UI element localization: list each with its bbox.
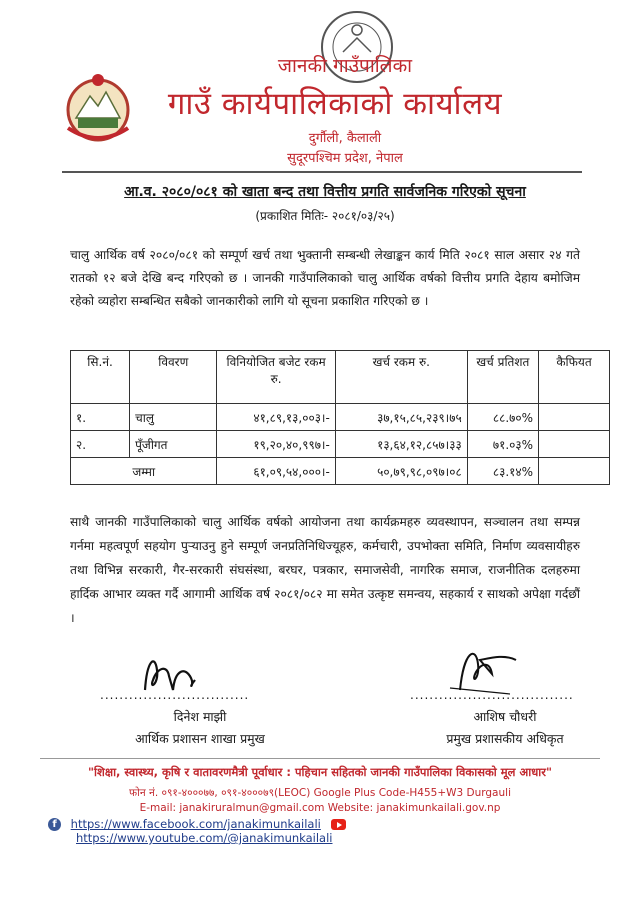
- header-expense: खर्च रकम रु.: [335, 351, 467, 404]
- header-description: विवरण: [130, 351, 217, 404]
- facebook-link[interactable]: https://www.facebook.com/janakimunkailali: [70, 817, 321, 831]
- signatory-role-right: प्रमुख प्रशासकीय अधिकृत: [446, 731, 564, 746]
- table-header-row: [71, 351, 610, 404]
- notice-paragraph-2: साथै जानकी गाउँपालिकाको चालु आर्थिक वर्षको आयोजना तथा कार्यक्रमहरु व्यवस्थापन, सञ्चालन तथा सम्पन्न गर्नमा महत्वपूर्ण सहयोग पुऱ्याउनु हुने सम्पूर्ण जनप्रतिनिधिज्यूहरु, कर्मचारी, उपभोक्ता समिति, निर्माण व्यवसायीहरु तथा विभिन्न सरकारी, गैर-सरकारी संघसंस्था, बरघर, पत्रकार, समाजसेवी, नागरिक समाज, राजनीतिक दलहरुमा हार्दिक आभार व्यक्त गर्दै आगामी आर्थिक वर्ष २०८१/०८२ मा समेत उत्कृष्ट समन्वय, सहकार्य र साथको अपेक्षा गर्दछौं ।: [70, 515, 580, 625]
- nepal-emblem-logo: [62, 68, 134, 146]
- header-budget: विनियोजित बजेट रकम रु.: [217, 351, 335, 404]
- cell-total-budget: ६१,०९,५४,०००।-: [217, 458, 335, 485]
- notice-title: आ.व. २०८०/०८१ को खाता बन्द तथा वित्तीय प्रगति सार्वजनिक गरिएको सूचना: [124, 184, 526, 200]
- cell-percent: ७१.०३%: [467, 431, 538, 458]
- financial-progress-table: [70, 350, 610, 485]
- footer-slogan: "शिक्षा, स्वास्थ्य, कृषि र वातावरणमैत्री पूर्वाधार : पहिचान सहितको जानकी गाउँपालिका विकासको मूल आधार": [88, 765, 552, 779]
- cell-expense: १३,६४,१२,८५७।३३: [335, 431, 467, 458]
- signature-line-left: ...............................: [100, 688, 250, 702]
- header-divider: [62, 171, 582, 173]
- header-sn: सि.नं.: [71, 351, 130, 404]
- cell-percent: ८८.७०%: [467, 404, 538, 431]
- cell-sn: १.: [71, 404, 130, 431]
- header-remarks: कैफियत: [539, 351, 610, 404]
- table-row: [71, 404, 610, 431]
- cell-total-expense: ५०,७९,९८,०९७।०८: [335, 458, 467, 485]
- footer-phone: फोन नं. ०९१-४०००७७, ०९१-४०००७९(LEOC) Google Plus Code-H455+W3 Durgauli: [129, 787, 511, 799]
- youtube-icon[interactable]: [331, 819, 346, 830]
- youtube-link[interactable]: https://www.youtube.com/@janakimunkailali: [76, 831, 333, 845]
- cell-description: चालु: [130, 404, 217, 431]
- facebook-icon[interactable]: f: [48, 818, 61, 831]
- signatory-name-right: आशिष चौधरी: [473, 709, 537, 724]
- footer-contact: [40, 802, 600, 814]
- office-name: जानकी गाउँपालिका: [277, 55, 413, 77]
- cell-remarks: [539, 431, 610, 458]
- website-label: Website:: [327, 802, 374, 814]
- office-title: गाउँ कार्यपालिकाको कार्यालय: [167, 86, 503, 122]
- address-line-2: सुदूरपश्चिम प्रदेश, नेपाल: [287, 151, 403, 166]
- published-date: (प्रकाशित मितिः- २०८१/०३/२५): [255, 209, 395, 223]
- email-link[interactable]: janakiruralmun@gmail.com: [179, 802, 325, 814]
- footer-divider: [40, 758, 600, 759]
- notice-paragraph-1: चालु आर्थिक वर्ष २०८०/०८१ को सम्पूर्ण खर्च तथा भुक्तानी सम्बन्धी लेखाङ्कन कार्य मिति २०८१ साल असार २४ गते रातको १२ बजे देखि बन्द गरिएको छ । जानकी गाउँपालिकाको चालु आर्थिक वर्षको वित्तीय प्रगति देहाय बमोजिम रहेको व्यहोरा सम्बन्धित सबैको जानकारीको लागि यो सूचना प्रकाशित गरिएको छ ।: [70, 248, 580, 308]
- signature-line-right: ..................................: [410, 688, 574, 702]
- table-row: [71, 431, 610, 458]
- website-link[interactable]: janakimunkailali.gov.np: [376, 802, 501, 814]
- cell-description: पूँजीगत: [130, 431, 217, 458]
- cell-total-label: जम्मा: [71, 458, 217, 485]
- cell-remarks: [539, 404, 610, 431]
- email-label: E-mail:: [139, 802, 177, 814]
- table-total-row: [71, 458, 610, 485]
- cell-sn: २.: [71, 431, 130, 458]
- cell-budget: ४१,८९,१३,००३।-: [217, 404, 335, 431]
- signatory-name-left: दिनेश माझी: [173, 709, 227, 724]
- cell-budget: १९,२०,४०,९९७।-: [217, 431, 335, 458]
- cell-total-remarks: [539, 458, 610, 485]
- cell-expense: ३७,१५,८५,२३९।७५: [335, 404, 467, 431]
- signatory-role-left: आर्थिक प्रशासन शाखा प्रमुख: [135, 731, 265, 746]
- address-line-1: दुर्गौली, कैलाली: [308, 131, 382, 146]
- social-links: [48, 817, 608, 845]
- cell-total-percent: ८३.१४%: [467, 458, 538, 485]
- header-percent: खर्च प्रतिशत: [467, 351, 538, 404]
